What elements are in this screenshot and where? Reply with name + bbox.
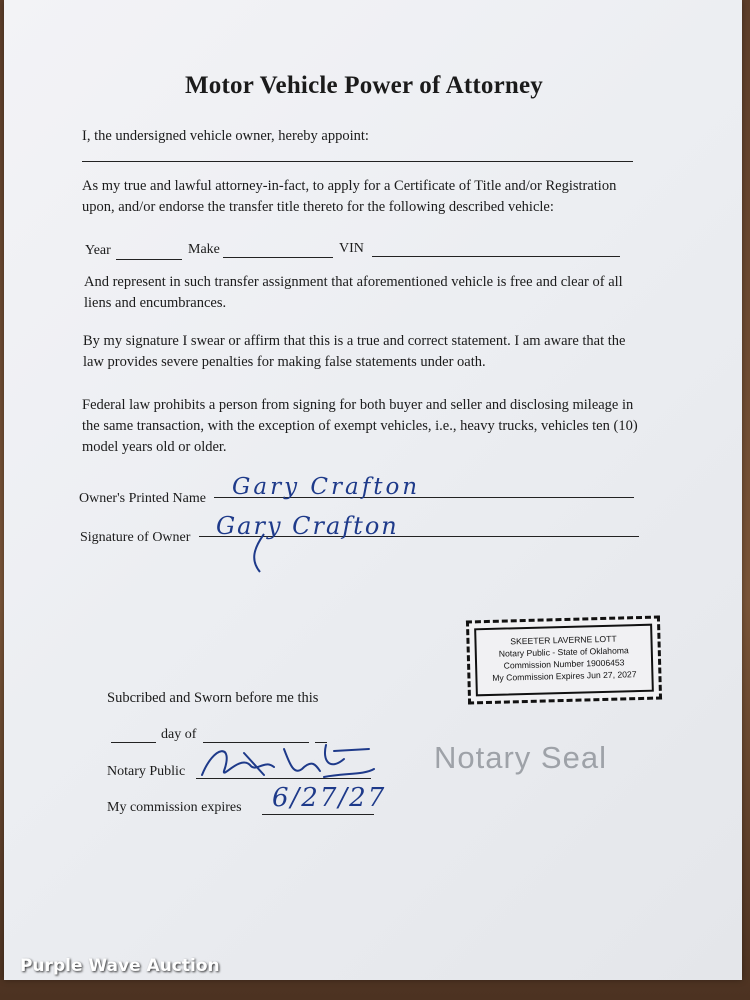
vin-label: VIN [339,241,364,256]
owner-signature-label: Signature of Owner [80,530,191,545]
day-line [111,742,156,743]
year-label: Year [85,243,111,258]
power-of-attorney-form [4,0,742,980]
owner-signature-flourish [244,530,284,580]
federal-line-1: Federal law prohibits a person from signing for both buyer and seller and disclosing mileage in [82,397,634,413]
make-label: Make [188,242,220,257]
vin-line [372,256,620,257]
owner-printed-name-value: Gary Crafton [232,474,421,500]
attorney-paragraph-line-2: upon, and/or endorse the transfer title thereto for the following described vehicle: [82,199,554,215]
federal-line-3: model years old or older. [82,439,227,455]
commission-expires-value: 6/27/27 [272,783,387,813]
make-line [223,257,333,258]
represent-line-2: liens and encumbrances. [84,295,227,311]
notary-stamp [466,615,662,704]
federal-paragraph [82,395,638,458]
paper-sheet [4,0,742,980]
attorney-paragraph-line-1: As my true and lawful attorney-in-fact, to apply for a Certificate of Title and/or Registration [82,178,617,194]
owner-printed-name-label: Owner's Printed Name [79,491,206,506]
commission-expires-line [262,814,374,815]
notary-stamp-inner [474,624,654,697]
represent-paragraph [84,272,623,314]
notary-seal-label: Notary Seal [434,740,607,775]
notary-stamp-name: SKEETER LAVERNE LOTT [510,633,617,647]
notary-signature [194,735,384,790]
owner-signature-value: Gary Crafton [216,512,399,540]
swear-line-2: law provides severe penalties for making false statements under oath. [83,354,486,370]
swear-paragraph [83,331,625,373]
document-title: Motor Vehicle Power of Attorney [185,72,543,99]
year-line [116,259,182,260]
watermark-logo: Purple Wave Auction [20,956,220,976]
notary-stamp-line-3: Commission Number 19006453 [503,657,625,671]
represent-line-1: And represent in such transfer assignment that aforementioned vehicle is free and clear of all [84,274,623,290]
swear-line-1: By my signature I swear or affirm that this is a true and correct statement. I am aware that the [83,333,626,349]
federal-line-2: the same transaction, with the exception of exempt vehicles, i.e., heavy trucks, vehicles ten (10) [82,418,638,434]
attorney-name-line [82,161,633,162]
attorney-paragraph [82,176,616,218]
commission-expires-label: My commission expires [107,800,242,815]
notary-stamp-line-2: Notary Public - State of Oklahoma [498,645,629,659]
day-of-label: day of [161,727,197,742]
intro-text: I, the undersigned vehicle owner, hereby appoint: [82,128,369,144]
subscribed-text: Subcribed and Sworn before me this [107,690,319,706]
notary-stamp-line-4: My Commission Expires Jun 27, 2027 [492,669,637,683]
notary-public-label: Notary Public [107,764,186,779]
